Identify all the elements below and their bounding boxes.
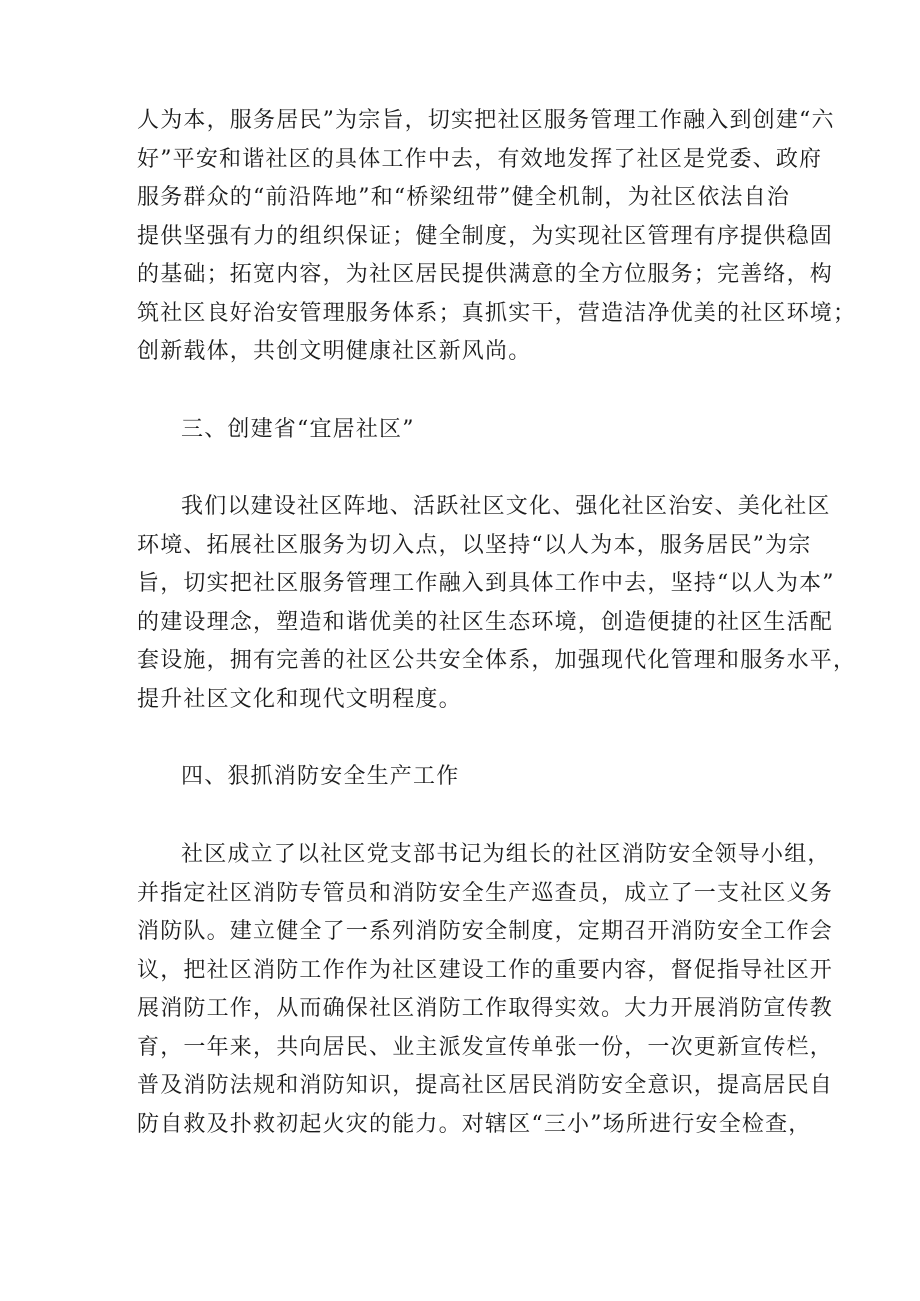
paragraph-3-line-4: 议，把社区消防工作作为社区建设工作的重要内容，督促指导社区开 [137,958,834,983]
paragraph-2-line-2: 环境、拓展社区服务为切入点，以坚持“以人为本，服务居民”为宗 [137,533,812,558]
paragraph-2-line-3: 旨，切实把社区服务管理工作融入到具体工作中去，坚持“以人为本” [137,571,835,596]
paragraph-3-line-8: 防自救及扑救初起火灾的能力。对辖区“三小”场所进行安全检查， [137,1112,812,1137]
paragraph-2-line-6: 提升社区文化和现代文明程度。 [137,687,462,712]
paragraph-3-line-5: 展消防工作，从而确保社区消防工作取得实效。大力开展消防宣传教 [137,996,834,1021]
paragraph-2-line-4: 的建设理念，塑造和谐优美的社区生态环境，创造便捷的社区生活配 [137,610,834,635]
paragraph-3-line-3: 消防队。建立健全了一系列消防安全制度，定期召开消防安全工作会 [137,919,834,944]
section-heading-4: 四、狠抓消防安全生产工作 [181,764,460,789]
paragraph-1-line-6: 筑社区良好治安管理服务体系；真抓实干，营造洁净优美的社区环境； [137,301,857,326]
paragraph-2-line-1: 我们以建设社区阵地、活跃社区文化、强化社区治安、美化社区 [181,494,831,519]
section-heading-3: 三、创建省“宜居社区” [181,417,415,442]
paragraph-1-line-7: 创新载体，共创文明健康社区新风尚。 [137,339,532,364]
paragraph-1-line-2: 好”平安和谐社区的具体工作中去，有效地发挥了社区是党委、政府 [137,147,823,172]
paragraph-3-line-1: 社区成立了以社区党支部书记为组长的社区消防安全领导小组， [181,842,831,867]
paragraph-3-line-7: 普及消防法规和消防知识，提高社区居民消防安全意识，提高居民自 [137,1073,834,1098]
paragraph-3-line-2: 并指定社区消防专管员和消防安全生产巡查员，成立了一支社区义务 [137,881,834,906]
paragraph-1-line-5: 的基础；拓宽内容，为社区居民提供满意的全方位服务；完善络，构 [137,262,834,287]
paragraph-1-line-3: 服务群众的“前沿阵地”和“桥梁纽带”健全机制，为社区依法自治 [137,185,790,210]
paragraph-1-line-4: 提供坚强有力的组织保证；健全制度，为实现社区管理有序提供稳固 [137,224,834,249]
paragraph-3-line-6: 育，一年来，共向居民、业主派发宣传单张一份，一次更新宣传栏， [137,1035,834,1060]
paragraph-1-line-1: 人为本，服务居民”为宗旨，切实把社区服务管理工作融入到创建“六 [137,108,835,133]
paragraph-2-line-5: 套设施，拥有完善的社区公共安全体系，加强现代化管理和服务水平， [137,648,857,673]
